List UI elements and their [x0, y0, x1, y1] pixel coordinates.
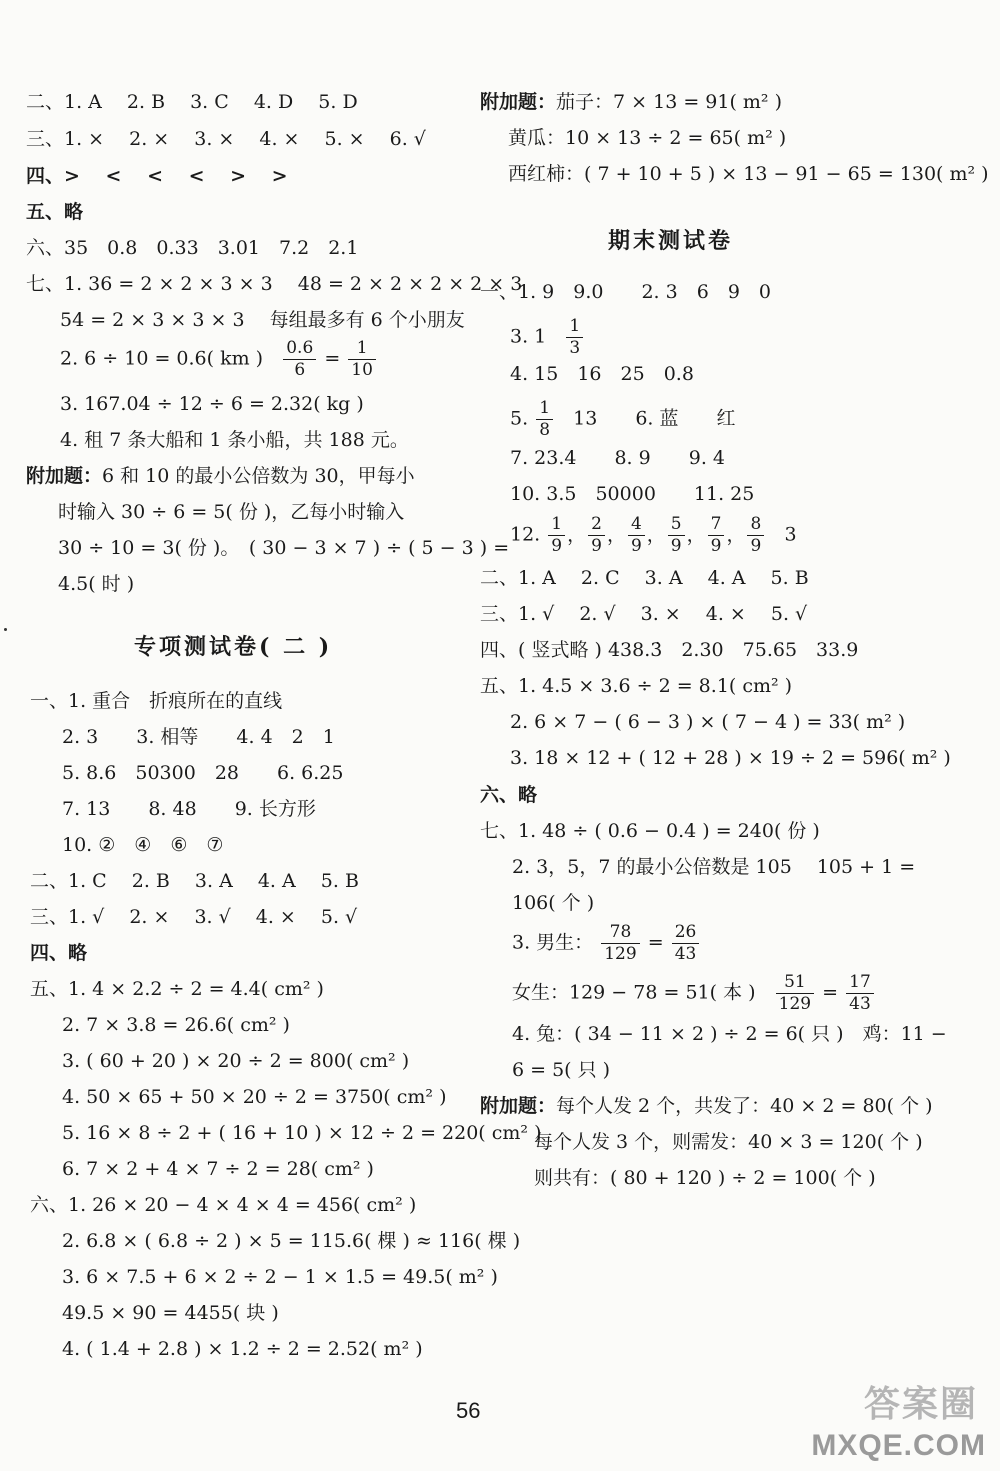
answer-line: 3. 167.04 ÷ 12 ÷ 6 = 2.32( kg ): [60, 393, 364, 415]
answer-line: 五、1. 4.5 × 3.6 ÷ 2 = 8.1( cm² ): [480, 675, 793, 697]
answer-line: 6 = 5( 只 ): [512, 1059, 611, 1081]
numerator: 2: [588, 516, 605, 536]
section-title: 专项测试卷( 二 ): [134, 634, 333, 660]
answer-line: 三、1. × 2. × 3. × 4. × 5. × 6. √: [26, 128, 426, 150]
answer-line: 三、1. √ 2. × 3. √ 4. × 5. √: [30, 906, 358, 928]
page-number: 56: [456, 1398, 481, 1423]
answer-line: 则共有：( 80 + 120 ) ÷ 2 = 100( 个 ): [534, 1167, 876, 1189]
answer-line: 4. 15 16 25 0.8: [510, 363, 694, 385]
denominator: 9: [710, 536, 722, 556]
denominator: 10: [351, 360, 373, 380]
answer-line: [26, 464, 415, 488]
answer-line: 2. 3，5，7 的最小公倍数是 105 105 + 1 =: [512, 856, 916, 878]
expr: 5.: [510, 407, 529, 430]
answer-line: 七、1. 48 ÷ ( 0.6 − 0.4 ) = 240( 份 ): [480, 820, 820, 842]
bonus-text: 每个人发 2 个，共发了：40 × 2 = 80( 个 ): [556, 1095, 933, 1117]
bonus-label: 附加题：: [26, 465, 103, 487]
fraction: [283, 340, 316, 379]
answer-line: 七、1. 36 = 2 × 2 × 3 × 3 48 = 2 × 2 × 2 × 2 × 3: [26, 273, 523, 295]
answer-line: 一、1. 9 9.0 2. 3 6 9 0: [480, 281, 771, 303]
answer-line: 二、1. C 2. B 3. A 4. A 5. B: [30, 870, 359, 892]
answer-line: 2. 6.8 × ( 6.8 ÷ 2 ) × 5 = 115.6( 棵 ) ≈ 116( 棵 ): [62, 1230, 521, 1252]
expr: 12.: [510, 523, 541, 546]
answer-line: 5. 16 × 8 ÷ 2 + ( 16 + 10 ) × 12 ÷ 2 = 220( cm² ): [62, 1122, 542, 1144]
numerator: 1: [348, 340, 376, 360]
fraction: [747, 516, 764, 555]
numerator: 4: [628, 516, 645, 536]
denominator: 6: [294, 360, 306, 380]
bonus-label: 附加题：: [480, 1095, 557, 1117]
answer-line-fractions: [510, 516, 797, 555]
answer-line: 10. 3.5 50000 11. 25: [510, 483, 755, 505]
denominator: 9: [670, 536, 682, 556]
denominator: 9: [630, 536, 642, 556]
numerator: 1: [566, 318, 583, 338]
numerator: 0.6: [283, 340, 316, 360]
denominator: 9: [591, 536, 602, 556]
numerator: 51: [776, 974, 814, 994]
answer-line: 四、> < < < > >: [26, 165, 288, 187]
fraction: [846, 974, 874, 1013]
answer-line: 时输入 30 ÷ 6 = 5( 份 )，乙每小时输入: [58, 501, 405, 523]
fraction: [668, 516, 685, 555]
answer-line: 54 = 2 × 3 × 3 × 3 每组最多有 6 个小朋友: [60, 309, 465, 331]
answer-line: 西红柿：( 7 + 10 + 5 ) × 13 − 91 − 65 = 130( m² ): [508, 163, 989, 185]
answer-line: 30 ÷ 10 = 3( 份 )。 ( 30 − 3 × 7 ) ÷ ( 5 − 3 ) =: [58, 537, 510, 559]
expr: 3. 男生：: [512, 931, 594, 954]
answer-line: 106( 个 ): [512, 892, 595, 914]
answer-line: 五、1. 4 × 2.2 ÷ 2 = 4.4( cm² ): [30, 978, 324, 1000]
separator: ，: [606, 523, 626, 546]
denominator: 129: [604, 944, 637, 964]
expr: 2. 6 ÷ 10 = 0.6( km ): [60, 347, 264, 370]
fraction: [776, 974, 814, 1013]
answer-line: 3. 6 × 7.5 + 6 × 2 ÷ 2 − 1 × 1.5 = 49.5( m² ): [62, 1266, 498, 1288]
answer-line: 二、1. A 2. B 3. C 4. D 5. D: [26, 91, 358, 113]
answer-line: 4. ( 1.4 + 2.8 ) × 1.2 ÷ 2 = 2.52( m² ): [62, 1338, 423, 1360]
answer-line: 4.5( 时 ): [58, 573, 135, 595]
fraction-list: [546, 514, 766, 556]
expr: 女生：129 − 78 = 51( 本 ): [512, 981, 756, 1004]
numerator: 8: [747, 516, 764, 536]
bonus-text: 茄子：7 × 13 = 91( m² ): [556, 91, 782, 113]
answer-line-fraction: [512, 924, 701, 963]
fraction: [628, 516, 645, 555]
answer-line: [480, 90, 782, 114]
bonus-label: 附加题：: [480, 91, 557, 113]
answer-line: 2. 6 × 7 − ( 6 − 3 ) × ( 7 − 4 ) = 33( m² ): [510, 711, 906, 733]
expr: 3. 1: [510, 325, 547, 348]
answer-line: 5. 8.6 50300 28 6. 6.25: [62, 762, 344, 784]
scan-dot: [4, 628, 7, 631]
expr: 13 6. 蓝 红: [573, 407, 736, 430]
separator: ，: [726, 523, 746, 546]
denominator: 43: [674, 944, 697, 964]
bonus-text: 6 和 10 的最小公倍数为 30，甲每小: [102, 465, 415, 487]
fraction: [536, 400, 553, 439]
fraction: [588, 516, 605, 555]
answer-line: 7. 13 8. 48 9. 长方形: [62, 798, 316, 820]
answer-line: 三、1. √ 2. √ 3. × 4. × 5. √: [480, 603, 808, 625]
answer-line-fraction: [512, 974, 876, 1013]
answer-line: 一、1. 重合 折痕所在的直线: [30, 690, 283, 712]
numerator: 1: [536, 400, 553, 420]
answer-line: 六、1. 26 × 20 − 4 × 4 × 4 = 456( cm² ): [30, 1194, 417, 1216]
fraction: [672, 924, 700, 963]
answer-line: 四、( 竖式略 ) 438.3̇ 2.30 75.65 33.9: [480, 639, 859, 661]
answer-line: 二、1. A 2. C 3. A 4. A 5. B: [480, 567, 809, 589]
answer-line-fraction: [510, 318, 585, 357]
answer-line: 3. 18 × 12 + ( 12 + 28 ) × 19 ÷ 2 = 596( m² ): [510, 747, 951, 769]
answer-line: 黄瓜：10 × 13 ÷ 2 = 65( m² ): [508, 127, 787, 149]
separator: ，: [646, 523, 666, 546]
answer-line: 2. 7 × 3.8 = 26.6( cm² ): [62, 1014, 290, 1036]
denominator: 8: [539, 420, 551, 440]
answer-line: 六、略: [480, 784, 538, 806]
answer-line: 49.5 × 90 = 4455( 块 ): [62, 1302, 279, 1324]
fraction: [601, 924, 639, 963]
answer-line: 4. 租 7 条大船和 1 条小船，共 188 元。: [60, 429, 409, 451]
answer-line: 六、35 0.8 0.33 3.01 7.2 2.1: [26, 237, 359, 259]
watermark-url: MXQE.COM: [811, 1429, 986, 1462]
answer-line: 2. 3 3. 相等 4. 4 2 1: [62, 726, 335, 748]
answer-line: 10. ② ④ ⑥ ⑦: [62, 834, 224, 856]
answer-line: 7. 23.4 8. 9 9. 4: [510, 447, 725, 469]
answer-line-fraction: [510, 400, 736, 439]
numerator: 26: [672, 924, 700, 944]
fraction: [708, 516, 725, 555]
fraction: [566, 318, 583, 357]
numerator: 17: [846, 974, 874, 994]
fraction: [548, 516, 565, 555]
answer-line: 4. 兔：( 34 − 11 × 2 ) ÷ 2 = 6( 只 ) 鸡：11 −: [512, 1023, 947, 1045]
equals: =: [822, 981, 839, 1004]
answer-line: 4. 50 × 65 + 50 × 20 ÷ 2 = 3750( cm² ): [62, 1086, 447, 1108]
denominator: 9: [750, 536, 762, 556]
section-title: 期末测试卷: [608, 228, 734, 254]
equals: =: [647, 931, 664, 954]
numerator: 5: [668, 516, 685, 536]
answer-line: [480, 1094, 933, 1118]
numerator: 1: [548, 516, 565, 536]
denominator: 43: [849, 994, 871, 1014]
numerator: 7: [708, 516, 725, 536]
answer-line-fraction: [60, 340, 378, 379]
answer-line: 3. ( 60 + 20 ) × 20 ÷ 2 = 800( cm² ): [62, 1050, 410, 1072]
denominator: 9: [551, 536, 563, 556]
answer-line: 每个人发 3 个，则需发：40 × 3 = 120( 个 ): [534, 1131, 923, 1153]
numerator: 78: [601, 924, 639, 944]
answer-line: 五、略: [26, 201, 84, 223]
denominator: 129: [778, 994, 812, 1014]
denominator: 3: [569, 338, 581, 358]
fraction: [348, 340, 376, 379]
separator: ，: [686, 523, 706, 546]
expr: 3: [784, 523, 797, 546]
equals: =: [324, 347, 341, 370]
watermark-title: 答案圈: [863, 1384, 978, 1425]
separator: ，: [567, 523, 587, 546]
answer-line: 四、略: [30, 942, 88, 964]
answer-line: 6. 7 × 2 + 4 × 7 ÷ 2 = 28( cm² ): [62, 1158, 374, 1180]
